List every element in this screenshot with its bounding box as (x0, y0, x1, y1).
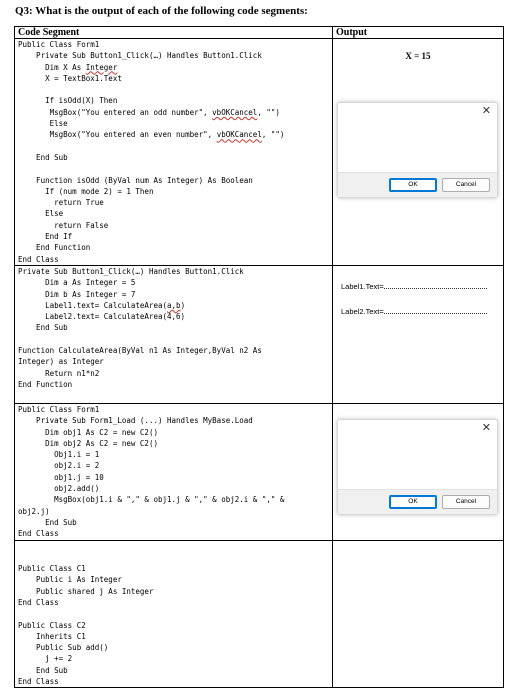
table-row (15, 403, 504, 540)
message-box-dialog (337, 102, 498, 198)
code-line: obj2.j) (18, 506, 50, 516)
code-line: obj2.i = 2 (18, 461, 100, 471)
code-line: j += 2 (18, 654, 73, 664)
code-line: End Function (18, 379, 73, 389)
code-line: Public Class Form1 (18, 40, 100, 49)
code-token-vbokcancel: vbOKCancel (212, 107, 258, 117)
code-line: End Sub (18, 323, 68, 333)
code-block-2 (15, 266, 332, 390)
code-line: End Class (18, 677, 59, 687)
code-line (18, 84, 332, 95)
code-line: Dim X As Integer (18, 62, 118, 72)
code-line: If isOdd(X) Then (18, 96, 118, 106)
close-icon[interactable]: ✕ (481, 104, 491, 117)
code-line: Dim obj1 As C2 = new C2() (18, 427, 158, 437)
code-line: Inherits C1 (18, 631, 86, 641)
header-code-segment: Code Segment (15, 27, 333, 39)
label1-text: Label1.Text= (341, 281, 384, 291)
code-block-1 (15, 39, 332, 265)
code-line (18, 552, 332, 563)
code-line: Dim b As Integer = 7 (18, 289, 136, 299)
code-line: Else (18, 119, 68, 129)
code-line: Private Sub Button1_Click(…) Handles Button1.Click (18, 266, 244, 276)
code-line: Public shared j As Integer (18, 586, 154, 596)
code-line: X = TextBox1.Text (18, 73, 122, 83)
code-line: Function isOdd (ByVal num As Integer) As Boolean (18, 175, 253, 185)
question-title: Q3: What is the output of each of the following code segments: (15, 5, 308, 17)
code-output-table (14, 26, 504, 688)
code-line (18, 608, 332, 619)
code-cell-1 (15, 39, 333, 266)
code-line (18, 541, 332, 552)
header-output: Output (333, 27, 504, 39)
code-line: Else (18, 209, 64, 219)
code-line (18, 334, 332, 345)
output-cell-3 (333, 403, 504, 540)
code-line (18, 141, 332, 152)
table-header-row (15, 27, 504, 39)
code-token-vbokcancel: vbOKCancel (216, 130, 262, 140)
code-line: obj1.j = 10 (18, 472, 104, 482)
code-line: Dim a As Integer = 5 (18, 278, 136, 288)
close-icon[interactable]: ✕ (481, 420, 491, 434)
code-line: MsgBox("You entered an odd number", vbOKCancel, "") (18, 107, 280, 117)
answer-blank (384, 282, 487, 289)
code-line: End Sub (18, 517, 77, 527)
output-cell-4 (333, 540, 504, 688)
cancel-button[interactable]: Cancel (442, 178, 490, 192)
label2-text: Label2.Text= (341, 306, 384, 316)
output-cell-2 (333, 265, 504, 403)
code-line: End Class (18, 254, 59, 264)
code-line: MsgBox("You entered an even number", vbOKCancel, "") (18, 130, 285, 140)
label2-output (341, 307, 487, 316)
code-line: Public Class Form1 (18, 404, 100, 414)
code-token-args: a,b (167, 300, 181, 310)
code-line: Function CalculateArea(ByVal n1 As Integer,ByVal n2 As (18, 346, 262, 356)
message-box-dialog (337, 419, 498, 515)
label1-output (341, 282, 487, 291)
code-cell-3 (15, 403, 333, 540)
table-row (15, 540, 504, 688)
code-line: Integer) as Integer (18, 357, 104, 367)
cancel-button[interactable]: Cancel (442, 495, 490, 509)
code-line: Public Class C2 (18, 620, 86, 630)
code-line: Public Class C1 (18, 564, 86, 574)
answer-blank (384, 307, 487, 314)
code-line (18, 163, 332, 174)
code-line: End Sub (18, 665, 68, 675)
code-cell-4 (15, 540, 333, 688)
code-block-3 (15, 404, 332, 540)
code-line: return False (18, 220, 109, 230)
code-line: End If (18, 232, 73, 242)
code-line: Public Sub add() (18, 643, 109, 653)
code-line: MsgBox(obj1.i & "," & obj1.j & "," & obj2.i & "," & (18, 495, 285, 505)
code-line: Private Sub Form1_Load (...) Handles MyBase.Load (18, 416, 253, 426)
x-value-label: X = 15 (405, 51, 431, 61)
code-line: End Class (18, 597, 59, 607)
ok-button[interactable]: OK (389, 178, 437, 192)
code-cell-2 (15, 265, 333, 403)
code-line: End Class (18, 529, 59, 539)
code-line: obj2.add() (18, 484, 100, 494)
code-line: Label2.text= CalculateArea(4,6) (18, 312, 186, 322)
table-row (15, 39, 504, 266)
output-cell-1 (333, 39, 504, 266)
table-row (15, 265, 504, 403)
code-line: Dim obj2 As C2 = new C2() (18, 438, 158, 448)
code-line: Obj1.i = 1 (18, 450, 100, 460)
code-line: Return n1*n2 (18, 368, 100, 378)
dialog-footer (338, 489, 497, 514)
dialog-footer (338, 172, 497, 197)
code-line: Label1.text= CalculateArea(a,b) (18, 300, 186, 310)
code-line: Private Sub Button1_Click(…) Handles Button1.Click (18, 51, 262, 61)
ok-button[interactable]: OK (389, 495, 437, 509)
code-line: return True (18, 198, 104, 208)
code-token-integer: Integer (85, 62, 118, 72)
code-line: If (num mode 2) = 1 Then (18, 186, 154, 196)
code-line: End Sub (18, 152, 68, 162)
code-line: End Function (18, 243, 91, 253)
code-line: Public i As Integer (18, 575, 122, 585)
code-block-4 (15, 541, 332, 688)
